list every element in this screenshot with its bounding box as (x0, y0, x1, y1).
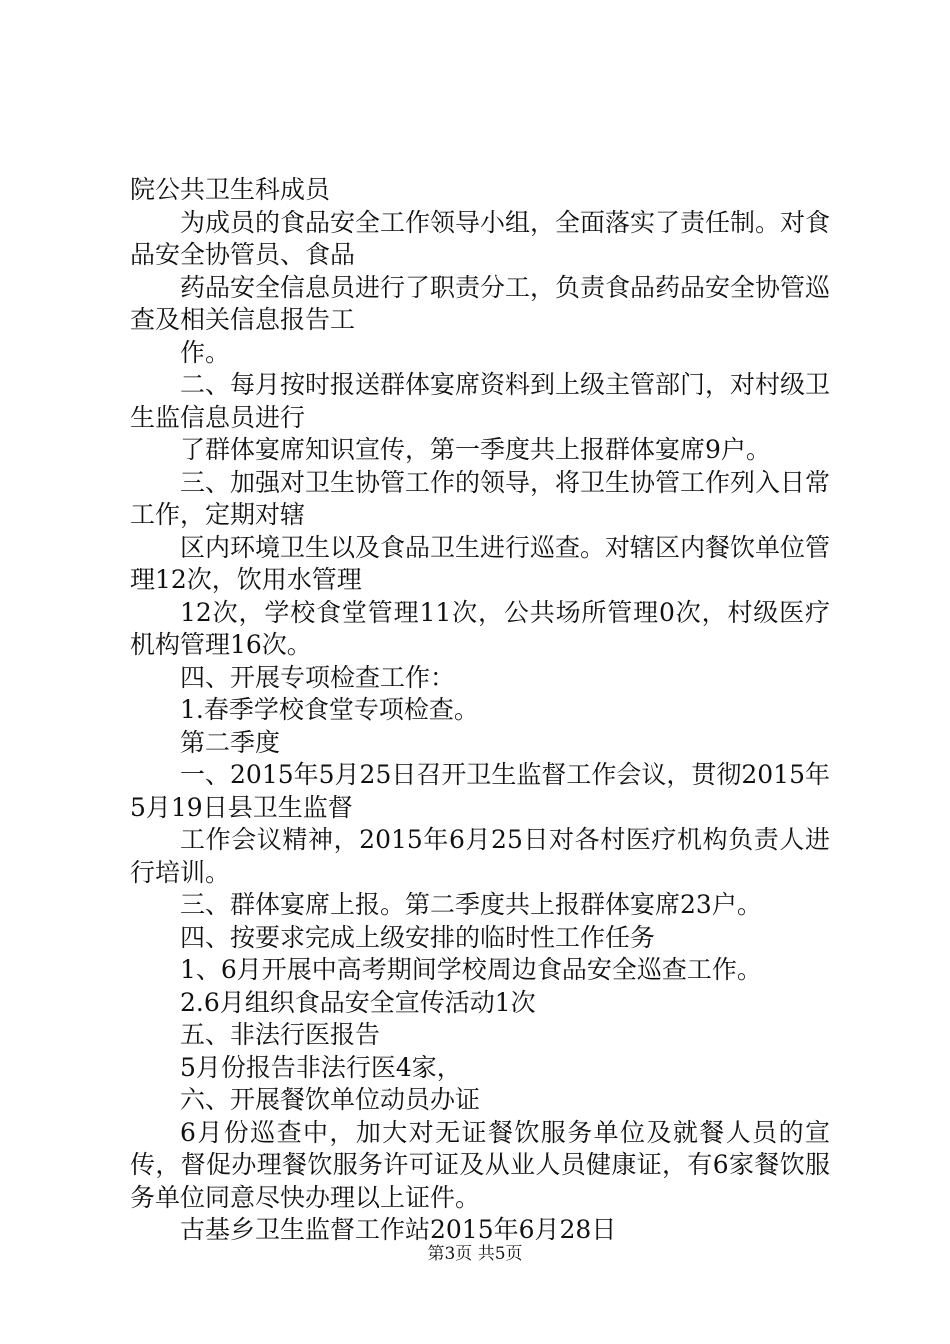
paragraph: 6月份巡查中，加大对无证餐饮服务单位及就餐人员的宣传，督促办理餐饮服务许可证及从业人员健康证，有6家餐饮服务单位同意尽快办理以上证件。 (130, 1117, 830, 1212)
section-heading: 第二季度 (180, 727, 281, 757)
list-item: 2.6月组织食品安全宣传活动1次 (180, 987, 536, 1017)
paragraph: 区内环境卫生以及食品卫生进行巡查。对辖区内餐饮单位管理12次，饮用水管理 (130, 532, 831, 594)
paragraph: 工作会议精神，2015年6月25日对各村医疗机构负责人进行培训。 (130, 825, 830, 887)
paragraph: 三、群体宴席上报。第二季度共上报群体宴席23户。 (180, 890, 762, 919)
section-heading: 四、按要求完成上级安排的临时性工作任务 (180, 922, 656, 952)
paragraph: 院公共卫生科成员 (130, 175, 331, 204)
paragraph: 12次，学校食堂管理11次，公共场所管理0次，村级医疗机构管理16次。 (130, 597, 830, 659)
signature-line: 古基乡卫生监督工作站2015年6月28日 (180, 1215, 617, 1244)
page-number-footer: 第3页 共5页 (427, 1244, 523, 1264)
section-heading: 五、非法行医报告 (180, 1020, 381, 1049)
section-heading: 四、开展专项检查工作： (180, 662, 456, 692)
section-heading: 六、开展餐饮单位动员办证 (180, 1085, 481, 1114)
list-item: 1.春季学校食堂专项检查。 (180, 695, 479, 724)
paragraph: 三、加强对卫生协管工作的领导，将卫生协管工作列入日常工作，定期对辖 (130, 467, 831, 529)
paragraph: 为成员的食品安全工作领导小组，全面落实了责任制。对食品安全协管员、食品 (130, 207, 831, 269)
document-body (130, 174, 830, 1247)
paragraph: 药品安全信息员进行了职责分工，负责食品药品安全协管巡查及相关信息报告工 (130, 272, 831, 334)
paragraph: 5月份报告非法行医4家， (180, 1052, 462, 1082)
list-item: 1、6月开展中高考期间学校周边食品安全巡查工作。 (180, 955, 762, 984)
paragraph: 一、2015年5月25日召开卫生监督工作会议，贯彻2015年5月19日县卫生监督 (130, 760, 830, 822)
paragraph: 二、每月按时报送群体宴席资料到上级主管部门，对村级卫生监信息员进行 (130, 370, 831, 432)
paragraph: 作。 (180, 337, 231, 367)
paragraph: 了群体宴席知识宣传，第一季度共上报群体宴席9户。 (180, 435, 771, 464)
